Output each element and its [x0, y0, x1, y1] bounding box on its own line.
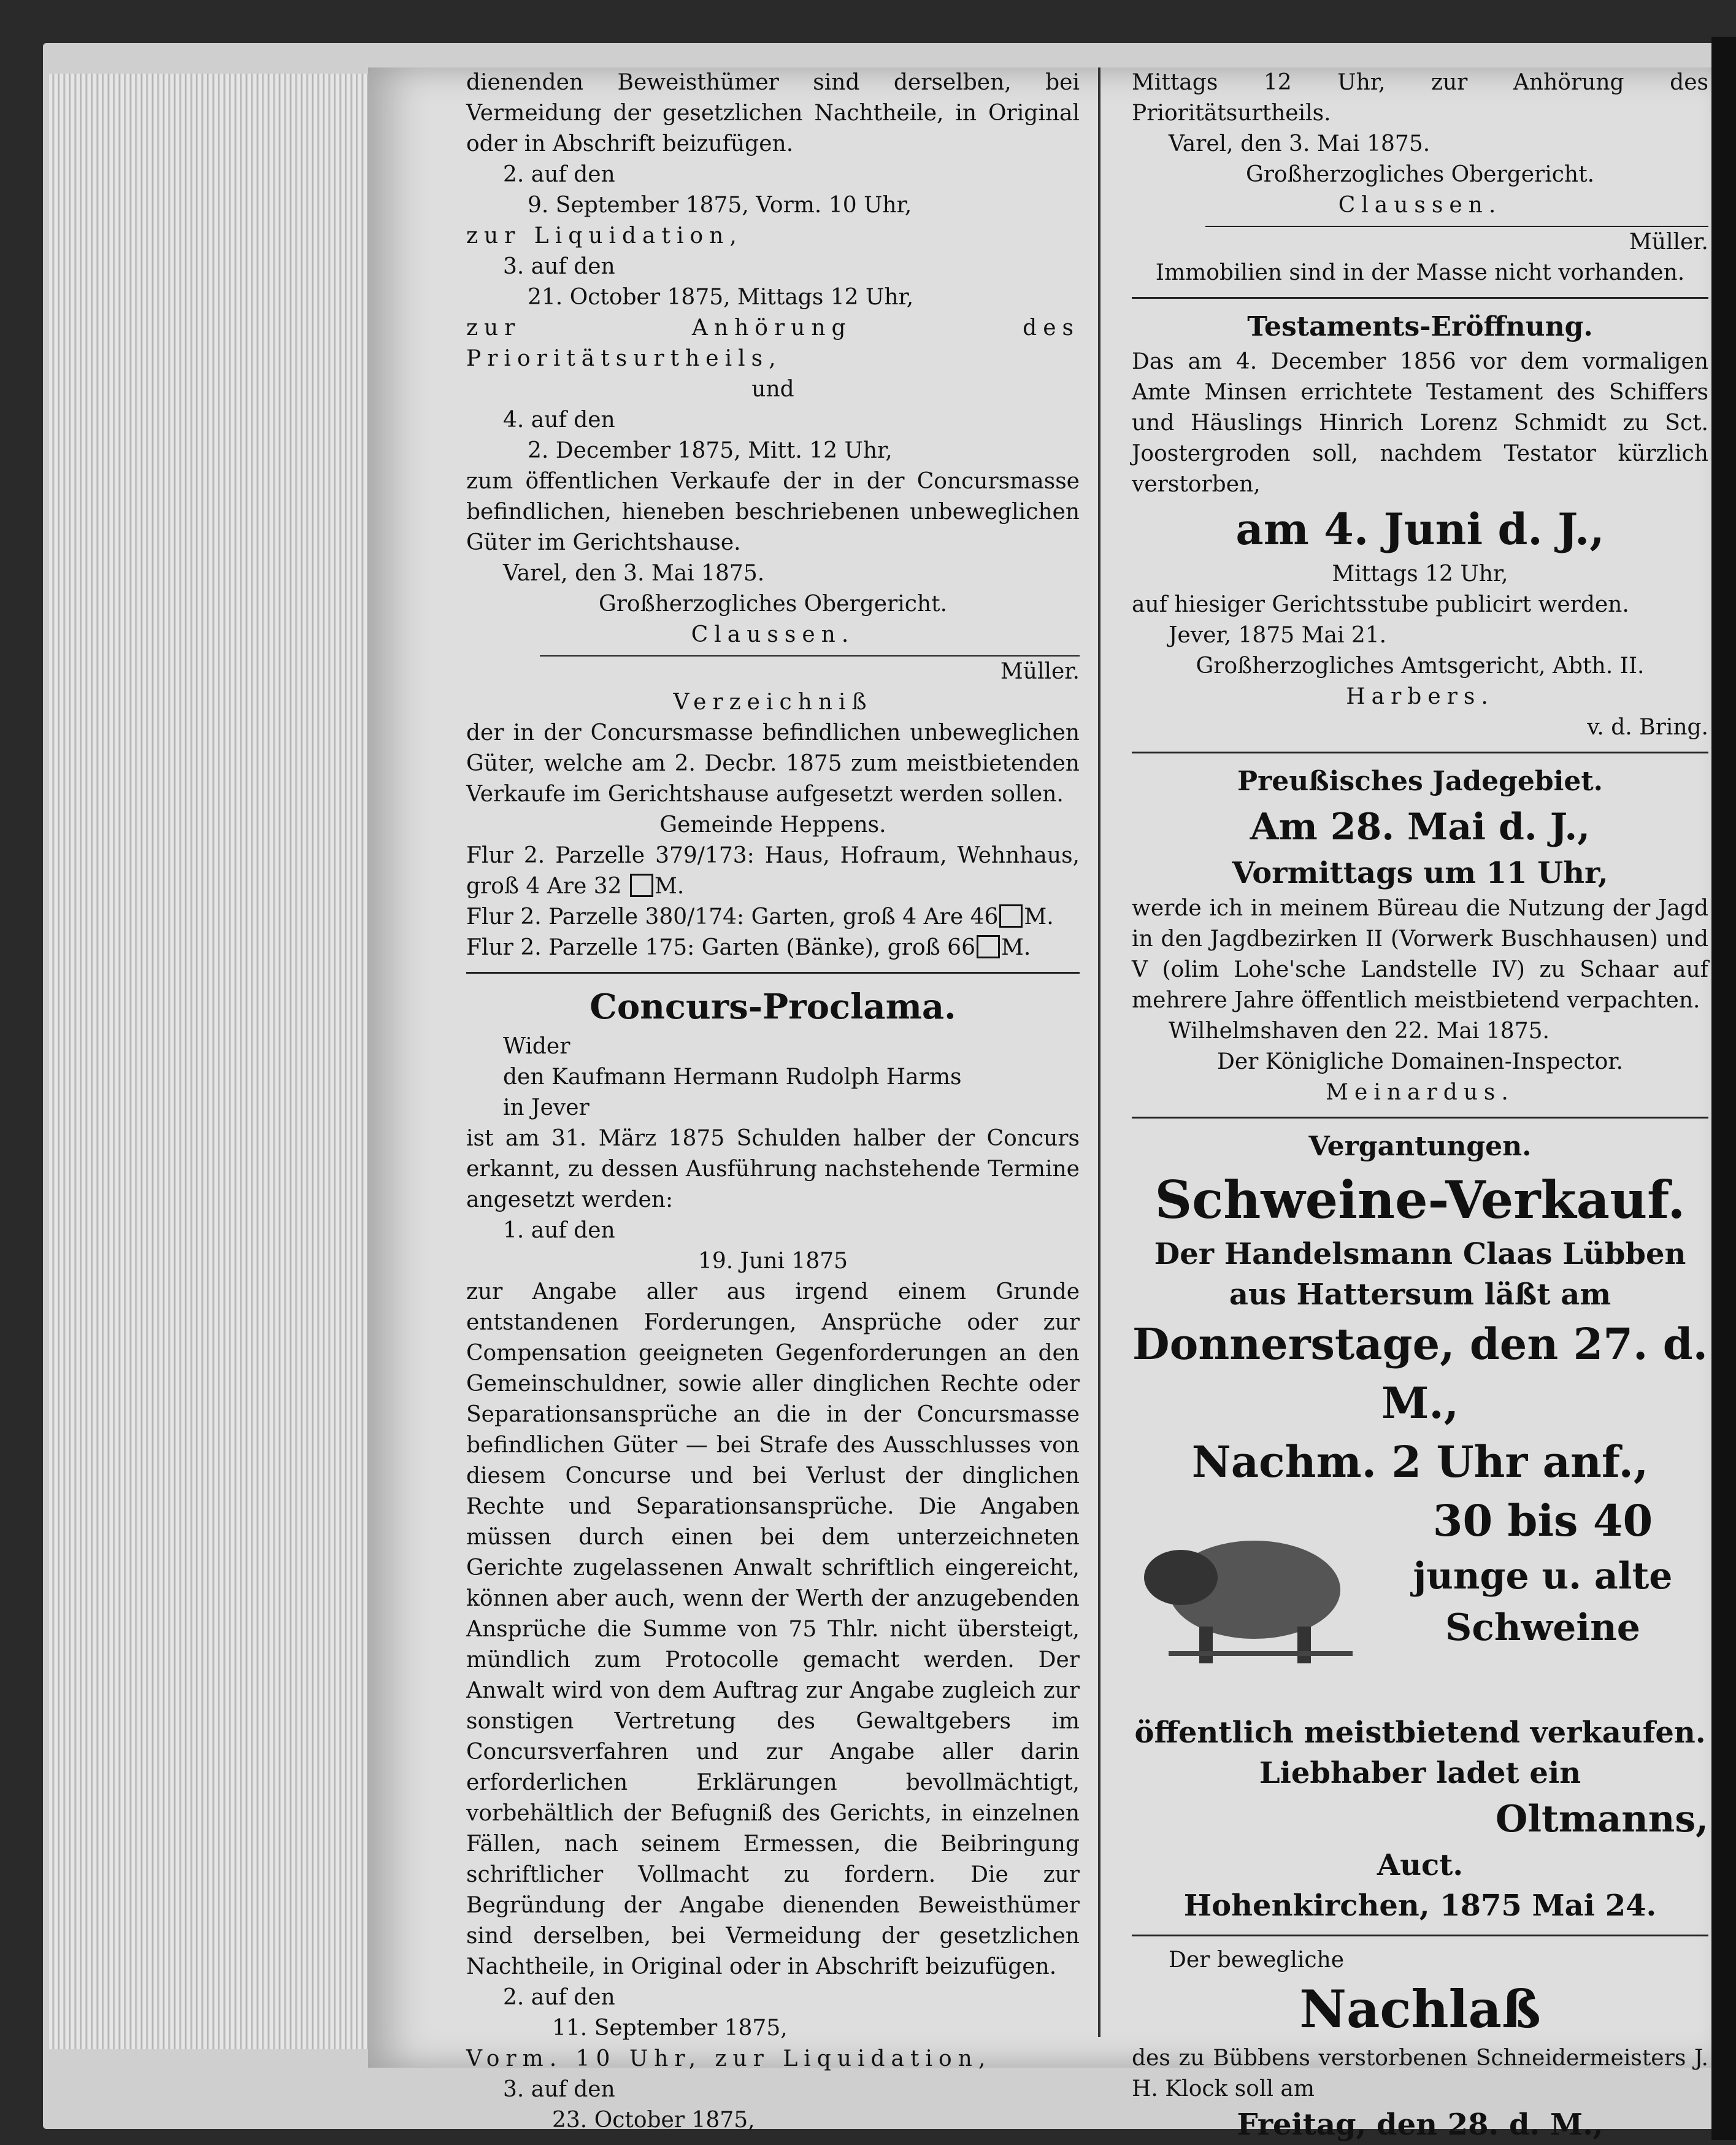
schweine-line-8: öffentlich meistbietend verkaufen.: [1134, 1716, 1706, 1750]
unit: M.: [654, 874, 685, 899]
term-3b: 3. auf den: [503, 2077, 615, 2102]
parcel-row: [466, 933, 1080, 963]
place-date: Varel, den 3. Mai 1875.: [503, 561, 765, 586]
term-4-purpose: zum öffentlichen Verkaufe der in der Concursmasse befindlichen, hieneben beschriebenen unbeweglichen Güter im Gerichtshause.: [466, 469, 1080, 555]
testament-judge: Harbers.: [1346, 684, 1494, 709]
testament-court: Großherzogliches Amtsgericht, Abth. II.: [1196, 653, 1645, 679]
schweine-line-1: Der Handelsmann Claas Lübben: [1154, 1237, 1686, 1271]
term-2b-text: Vorm. 10 Uhr, zur Liquidation,: [466, 2046, 992, 2071]
proclama-title: Concurs-Proclama.: [590, 987, 956, 1027]
place-date: Varel, den 3. Mai 1875.: [1169, 131, 1431, 156]
court-name: Großherzogliches Obergericht.: [1245, 162, 1595, 187]
square-icon: [977, 935, 1000, 958]
schweine-line-3: Donnerstage, den 27. d. M.,: [1132, 1319, 1708, 1428]
square-icon: [999, 904, 1023, 928]
pig-advert-text: [1377, 1492, 1708, 1654]
top-text: Mittags 12 Uhr, zur Anhörung des Prioritätsurtheils.: [1132, 70, 1708, 126]
right-column: [1132, 67, 1708, 2145]
parcel-text: Flur 2. Parzelle 175: Garten (Bänke), groß 66: [466, 935, 975, 960]
nachlass-title: Nachlaß: [1299, 1979, 1541, 2039]
section-rule: [1132, 1935, 1708, 1936]
immobilien-note: Immobilien sind in der Masse nicht vorhanden.: [1155, 260, 1685, 285]
section-rule: [466, 972, 1080, 974]
term-3b-date: 23. October 1875,: [552, 2108, 755, 2133]
testament-clerk: v. d. Bring.: [1587, 715, 1708, 740]
judge-name: Claussen.: [691, 622, 855, 647]
nachlass-date: Freitag, den 28. d. M.,: [1237, 2108, 1603, 2142]
judge-name: Claussen.: [1338, 193, 1502, 218]
term-4: 4. auf den: [503, 407, 615, 433]
term-2b: 2. auf den: [503, 1985, 615, 2010]
jade-text: werde ich in meinem Büreau die Nutzung der Jagd in den Jagdbezirken II (Vorwerk Buschhausen) und V (olim Lohe'sche Landstelle IV) zu Schaar auf mehrere Jahre öffentlich meistbietend verpachten.: [1132, 896, 1708, 1013]
unit: M.: [1024, 904, 1054, 930]
schweine-auctioneer: Oltmanns,: [1495, 1798, 1708, 1841]
section-rule: [1132, 1117, 1708, 1119]
verzeichnis-text: der in der Concursmasse befindlichen unbeweglichen Güter, welche am 2. Decbr. 1875 zum meistbietenden Verkaufe im Gerichtshause aufgesetzt werden sollen.: [466, 720, 1080, 807]
schweine-title: Schweine-Verkauf.: [1154, 1169, 1686, 1230]
schweine-line-7: Schweine: [1445, 1606, 1640, 1649]
testament-where: auf hiesiger Gerichtsstube publicirt werden.: [1132, 592, 1629, 617]
jade-date: Am 28. Mai d. J.,: [1250, 806, 1591, 849]
term-1: 1. auf den: [503, 1218, 615, 1243]
jade-official: Der Königliche Domainen-Inspector.: [1216, 1049, 1623, 1074]
debtor-place: in Jever: [503, 1095, 590, 1120]
schweine-line-5: 30 bis 40: [1432, 1495, 1653, 1546]
parcel-row: [466, 841, 1080, 902]
section-rule: [1132, 297, 1708, 299]
term-2: 2. auf den: [503, 162, 615, 187]
term-2-date: 9. September 1875, Vorm. 10 Uhr,: [528, 193, 912, 218]
section-rule: [1132, 752, 1708, 753]
und-word: und: [751, 377, 794, 402]
term-4-date: 2. December 1875, Mitt. 12 Uhr,: [528, 438, 893, 463]
jade-title: Preußisches Jadegebiet.: [1237, 766, 1603, 797]
square-icon: [630, 874, 653, 897]
clerk-name: Müller.: [1000, 659, 1080, 684]
schweine-line-6: junge u. alte: [1413, 1555, 1673, 1598]
left-column: [466, 67, 1080, 2136]
term-1-text: zur Angabe aller aus irgend einem Grunde entstandenen Forderungen, Ansprüche oder zur Compensation geeigneten Gegenforderungen an den Gemeinschuldner, sowie aller dinglichen Rechte oder Separationsansprüche an die in der Concursmasse befindlichen Güter — bei Strafe des Ausschlusses von diesem Concurse und bei Verlust der dinglichen Rechte und Separationsansprüche. Die Angaben müssen durch einen bei dem unterzeichneten Gerichte zugelassenen Anwalt schriftlich eingereicht, können aber auch, wenn der Werth der anzugebenden Ansprüche die Summe von 75 Thlr. nicht übersteigt, mündlich zum Protocolle gemacht werden. Der Anwalt wird von dem Auftrag zur Angabe zugleich zur sonstigen Vertretung des Gewaltgebers im Concursverfahren und zur Angabe aller darin erforderlichen Erklärungen bevollmächtigt, vorbehältlich der Befugniß des Gerichts, in einzelnen Fällen, nach seinem Ermessen, die Beibringung schriftlicher Vollmacht zu fordern. Die zur Begründung der Angabe dienenden Beweisthümer sind derselben, bei Vermeidung der gesetzlichen Nachtheile, in Original oder in Abschrift beizufügen.: [466, 1279, 1080, 1979]
testament-title: Testaments-Eröffnung.: [1247, 311, 1593, 342]
intro-text: dienenden Beweisthümer sind derselben, bei Vermeidung der gesetzlichen Nachtheile, in Original oder in Abschrift beizufügen.: [466, 70, 1080, 156]
schweine-line-2: aus Hattersum läßt am: [1229, 1277, 1611, 1312]
parcel-text: Flur 2. Parzelle 379/173: Haus, Hofraum, Wehnhaus, groß 4 Are 32: [466, 843, 1080, 899]
parcel-row: [466, 902, 1080, 933]
court-name: Großherzogliches Obergericht.: [598, 591, 948, 617]
schweine-line-9: Liebhaber ladet ein: [1259, 1756, 1581, 1790]
schweine-place: Hohenkirchen, 1875 Mai 24.: [1183, 1889, 1657, 1923]
gemeinde: Gemeinde Heppens.: [659, 812, 886, 838]
pig-illustration-icon: [1132, 1498, 1365, 1682]
column-divider: [1098, 67, 1100, 2037]
nachlass-pre: Der bewegliche: [1169, 1947, 1345, 1973]
vergantungen-title: Vergantungen.: [1308, 1131, 1532, 1162]
scan-border: [1711, 37, 1736, 2140]
unit: M.: [1001, 935, 1031, 960]
proclama-text: ist am 31. März 1875 Schulden halber der Concurs erkannt, zu dessen Ausführung nachstehende Termine angesetzt werden:: [466, 1126, 1080, 1212]
testament-place-date: Jever, 1875 Mai 21.: [1169, 623, 1387, 648]
nachlass-text: des zu Bübbens verstorbenen Schneidermeisters J. H. Klock soll am: [1132, 2046, 1708, 2101]
term-1-date: 19. Juni 1875: [697, 1249, 848, 1274]
jade-place-date: Wilhelmshaven den 22. Mai 1875.: [1169, 1019, 1550, 1044]
term-3-purpose: zur Anhörung des Prioritätsurtheils,: [466, 315, 1080, 371]
schweine-role: Auct.: [1377, 1848, 1464, 1882]
verzeichnis-title: Verzeichniß: [673, 690, 873, 715]
clerk-name: Müller.: [1629, 229, 1708, 255]
testament-time: Mittags 12 Uhr,: [1332, 561, 1508, 587]
jade-time: Vormittags um 11 Uhr,: [1232, 856, 1608, 890]
wider: Wider: [503, 1034, 570, 1059]
term-3: 3. auf den: [503, 254, 615, 279]
parcel-text: Flur 2. Parzelle 380/174: Garten, groß 4 Are 46: [466, 904, 999, 930]
testament-text: Das am 4. December 1856 vor dem vormaligen Amte Minsen errichtete Testament des Schiffers und Häuslings Hinrich Lorenz Schmidt zu Sct. Joostergroden soll, nachdem Testator kürzlich verstorben,: [1132, 349, 1708, 497]
term-2-purpose: zur Liquidation,: [466, 223, 743, 248]
testament-date: am 4. Juni d. J.,: [1235, 504, 1605, 555]
debtor: den Kaufmann Hermann Rudolph Harms: [503, 1065, 962, 1090]
term-2b-date: 11. September 1875,: [552, 2016, 788, 2041]
pig-advert: [1132, 1492, 1708, 1712]
page-edges: [49, 74, 370, 2049]
term-3-date: 21. October 1875, Mittags 12 Uhr,: [528, 285, 914, 310]
jade-name: Meinardus.: [1326, 1080, 1515, 1105]
schweine-line-4: Nachm. 2 Uhr anf.,: [1191, 1436, 1649, 1487]
